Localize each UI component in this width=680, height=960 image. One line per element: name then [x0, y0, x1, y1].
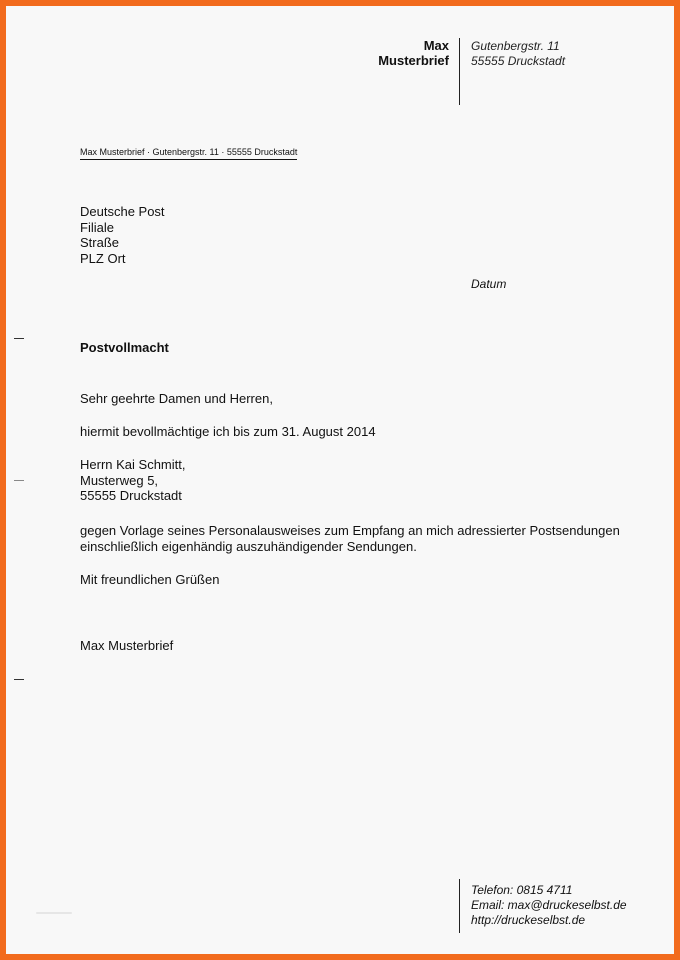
footer-website: http://druckeselbst.de — [471, 913, 586, 927]
recipient-line-2: Filiale — [80, 219, 114, 235]
salutation: Sehr geehrte Damen und Herren, — [80, 391, 273, 406]
footer-email: Email: max@druckeselbst.de — [471, 898, 627, 912]
footer-contact — [471, 883, 627, 928]
date-field: Datum — [471, 277, 507, 291]
proxy-street: Musterweg 5, — [80, 472, 159, 488]
authorization-purpose — [80, 523, 620, 554]
return-address-line: Max Musterbrief · Gutenbergstr. 11 · 55555 Druckstadt — [80, 146, 297, 160]
recipient-address — [80, 204, 165, 266]
letter-page — [6, 6, 674, 954]
signature-name: Max Musterbrief — [80, 638, 174, 653]
punch-mark — [14, 480, 24, 481]
proxy-address — [80, 457, 185, 504]
sender-first-name: Max — [423, 38, 449, 53]
sender-name — [378, 38, 449, 68]
sender-street: Gutenbergstr. 11 — [471, 39, 560, 53]
sender-city: 55555 Druckstadt — [471, 54, 566, 68]
proxy-name: Herrn Kai Schmitt, — [80, 457, 186, 472]
recipient-line-4: PLZ Ort — [80, 250, 126, 266]
purpose-line-1: gegen Vorlage seines Personalausweises zum Empfang an mich adressierter Postsendungen — [80, 523, 620, 538]
sender-address — [471, 39, 565, 69]
fold-mark-top — [14, 338, 24, 339]
proxy-city: 55555 Druckstadt — [80, 488, 182, 503]
header-divider — [459, 38, 460, 105]
closing: Mit freundlichen Grüßen — [80, 572, 220, 587]
footer-phone: Telefon: 0815 4711 — [471, 883, 573, 897]
sender-last-name: Musterbrief — [378, 53, 449, 68]
fold-mark-bottom — [14, 679, 24, 680]
recipient-line-1: Deutsche Post — [80, 204, 165, 219]
subject-line: Postvollmacht — [80, 340, 169, 355]
footer-divider — [459, 879, 460, 933]
purpose-line-2: einschließlich eigenhändig auszuhändigender Sendungen. — [80, 538, 417, 554]
authorization-intro: hiermit bevollmächtige ich bis zum 31. August 2014 — [80, 424, 376, 439]
recipient-line-3: Straße — [80, 235, 120, 250]
faint-watermark — [36, 909, 72, 917]
